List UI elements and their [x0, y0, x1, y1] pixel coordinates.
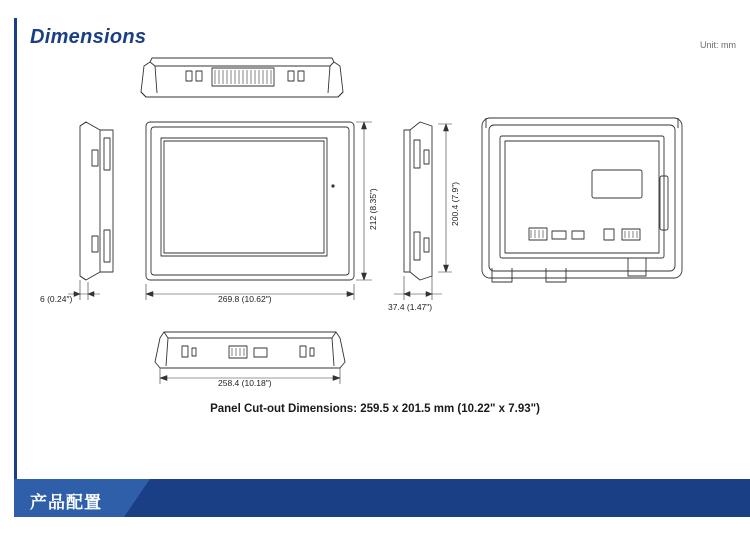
page-title: Dimensions — [30, 26, 147, 48]
panel-cutout-caption: Panel Cut-out Dimensions: 259.5 x 201.5 mm (10.22" x 7.93") — [210, 403, 540, 415]
dimension-label-bottom-width: 258.4 (10.18") — [218, 378, 272, 388]
dimension-label-front-height: 212 (8.35") — [368, 188, 378, 230]
banner-arrow — [124, 479, 150, 517]
front-view — [146, 122, 354, 280]
rear-view — [482, 118, 682, 282]
banner-label: 产品配置 — [30, 493, 102, 512]
right-side-view — [404, 122, 432, 280]
bottom-view — [155, 332, 345, 368]
dimension-label-rear-height: 200.4 (7.9") — [450, 181, 460, 226]
dimension-label-side-depth: 6 (0.24") — [40, 294, 73, 304]
dimension-label-front-width: 269.8 (10.62") — [218, 294, 272, 304]
left-side-view — [80, 122, 113, 280]
section-banner — [0, 479, 750, 517]
unit-note: Unit: mm — [700, 40, 736, 50]
dimension-label-rear-depth: 37.4 (1.47") — [388, 302, 433, 312]
top-view — [141, 58, 343, 97]
